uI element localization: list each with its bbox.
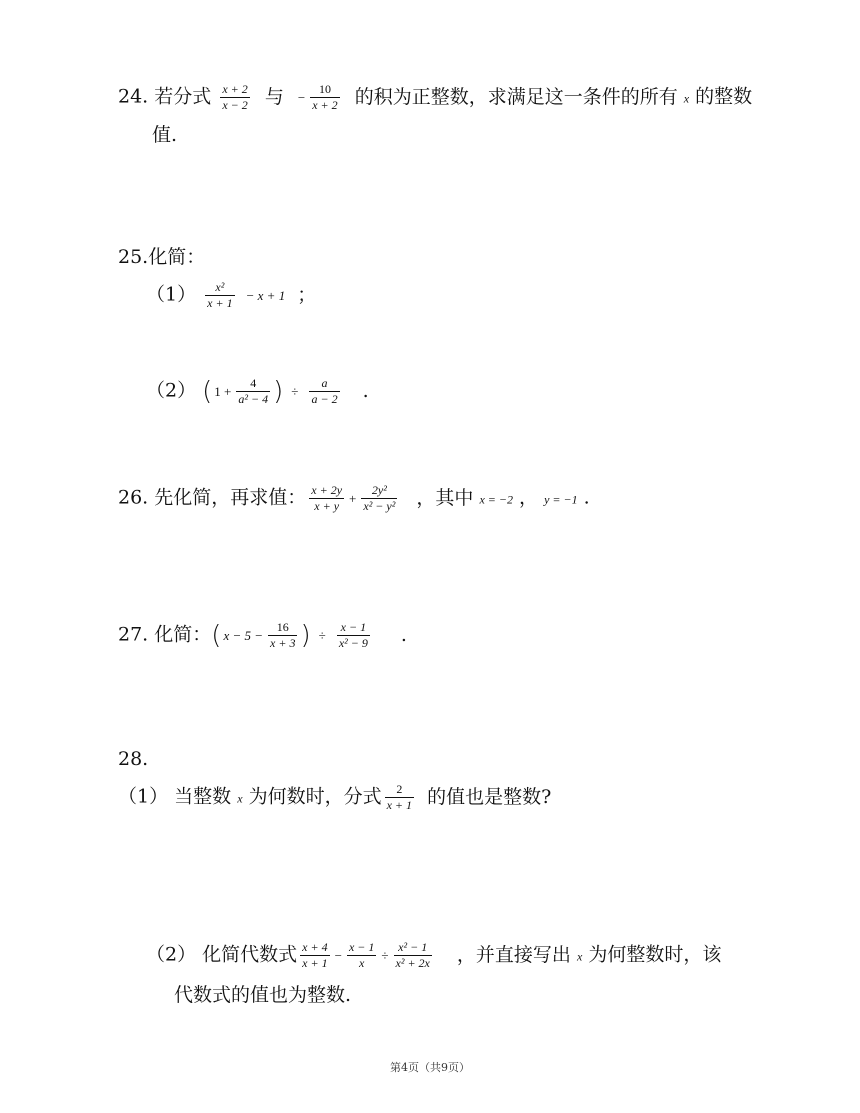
q27-divide: ÷: [318, 628, 326, 643]
fraction-denominator: x² − 9: [338, 636, 368, 650]
q25-part2-fraction-1: [236, 376, 270, 407]
q24-text-1: 若分式: [154, 85, 212, 108]
fraction-numerator: x²: [215, 280, 225, 294]
q28-part2-line2: [174, 986, 351, 1005]
fraction-numerator: x − 1: [348, 940, 375, 954]
fraction-numerator: 16: [276, 620, 289, 634]
fraction-numerator: 2: [396, 782, 403, 796]
q26-text-2: ，其中: [416, 486, 474, 509]
fraction-numerator: x + 2y: [311, 483, 343, 497]
fraction-denominator: x + 3: [270, 636, 296, 650]
q27-text-1: 化简：: [154, 623, 212, 646]
fraction-numerator: 10: [318, 82, 331, 96]
fraction-numerator: a: [321, 376, 328, 390]
q28-part2-text-3: 为何整数时，该: [588, 943, 722, 966]
q28-part2-text-2: ，并直接写出: [456, 943, 571, 966]
q25-part2-label: （2）: [146, 379, 197, 402]
q28-part1-text-1: 当整数: [174, 785, 232, 808]
q24-text-3: 的积为正整数，求满足这一条件的所有: [354, 85, 678, 108]
fraction-denominator: x² − y²: [363, 499, 396, 513]
q25-part2-end: .: [362, 379, 369, 402]
q26-fraction-2: [361, 483, 397, 514]
q24-variable-x: x: [683, 91, 690, 106]
fraction-numerator: x + 2: [222, 82, 248, 96]
fraction-denominator: x + 1: [207, 296, 233, 310]
q28-number: 28.: [118, 748, 149, 770]
q24-text-2: 与: [264, 85, 284, 108]
q24-line2: [152, 126, 177, 145]
q26-fraction-1: [309, 483, 344, 514]
q26-line: [118, 483, 590, 514]
q24-number: 24.: [118, 85, 149, 108]
q27-fraction-2: [337, 620, 370, 651]
q25-number: 25.: [118, 246, 149, 268]
q25-part1-label: （1）: [146, 283, 197, 306]
fraction-denominator: a² − 4: [238, 392, 269, 406]
q24-text-4: 的整数: [695, 85, 753, 108]
q25-part2-one-plus: 1 +: [214, 384, 232, 399]
q25-part1: [146, 280, 316, 311]
q28-part2-fraction-1: [300, 940, 329, 971]
fraction-numerator: 4: [250, 376, 257, 390]
q24-fraction-1: [220, 82, 249, 113]
q25-part2-left-paren: (: [202, 376, 213, 407]
q24-minus-sign: −: [297, 90, 306, 105]
q25-part2-divide: ÷: [291, 384, 299, 399]
page-footer: 第4页（共9页）: [390, 1061, 470, 1074]
q28-part1-variable-x: x: [237, 791, 243, 806]
q26-plus-sign: +: [349, 491, 357, 506]
fraction-denominator: x: [347, 955, 376, 971]
fraction-numerator: x − 1: [340, 620, 367, 634]
q27-end: .: [400, 623, 407, 646]
q26-condition-y: y = −1: [544, 492, 578, 507]
q25-heading: [118, 248, 205, 267]
q28-part2-line1: [146, 940, 721, 971]
q26-condition-x: x = −2: [479, 492, 513, 507]
q28-part2-text-1: 化简代数式: [202, 943, 298, 966]
q28-part2-label: （2）: [146, 943, 197, 966]
fraction-denominator: x² + 2x: [395, 956, 430, 970]
q25-part1-rest: − x + 1: [245, 288, 286, 303]
q27-fraction-1: [268, 620, 297, 651]
fraction-numerator: 2y²: [371, 483, 387, 497]
q26-number: 26.: [118, 486, 149, 509]
q25-part1-end: ；: [297, 283, 317, 306]
fraction-denominator: x + 2: [312, 98, 338, 112]
fraction-denominator: x + 1: [386, 798, 413, 812]
q24-fraction-2: [310, 82, 339, 113]
q25-part2-fraction-2: [309, 376, 339, 407]
q26-text-1: 先化简，再求值：: [154, 486, 307, 509]
fraction-numerator: x + 4: [302, 940, 328, 954]
q28-part2-minus: −: [334, 948, 342, 963]
fraction-numerator: x² − 1: [398, 940, 428, 954]
q28-part2-text-4: 代数式的值也为整数.: [174, 984, 352, 1006]
q28-part2-fraction-2: [347, 940, 376, 971]
fraction-denominator: a − 2: [311, 392, 338, 406]
q24-text-5: 值.: [152, 124, 178, 146]
q27-left-paren: (: [211, 620, 222, 651]
q28-part1-text-2: 为何数时，分式: [248, 785, 382, 808]
q28-part1-text-3: 的值也是整数?: [427, 785, 552, 808]
q28-part2-variable-x: x: [576, 949, 583, 964]
q25-part1-fraction: [205, 280, 234, 311]
q25-part2: [146, 376, 369, 407]
q27-right-paren: ): [300, 620, 311, 651]
q27-number: 27.: [118, 623, 149, 646]
q25-title: 化简：: [148, 246, 206, 268]
q28-part2-divide: ÷: [381, 948, 389, 963]
q28-part1-label: （1）: [118, 785, 169, 808]
fraction-denominator: x + y: [309, 498, 344, 514]
q28-part1-fraction: [385, 782, 414, 813]
q24-line1: [118, 82, 752, 113]
q27-inner-expression: x − 5 −: [223, 628, 264, 643]
q25-part2-right-paren: ): [273, 376, 284, 407]
fraction-denominator: x − 2: [222, 98, 248, 112]
q26-comma: ，: [519, 486, 539, 509]
q28-heading: [118, 750, 148, 769]
q28-part2-fraction-3: [394, 940, 432, 971]
q27-line: [118, 620, 407, 651]
q28-part1: [118, 782, 551, 813]
q26-end: .: [583, 486, 590, 509]
fraction-denominator: x + 1: [302, 956, 328, 970]
